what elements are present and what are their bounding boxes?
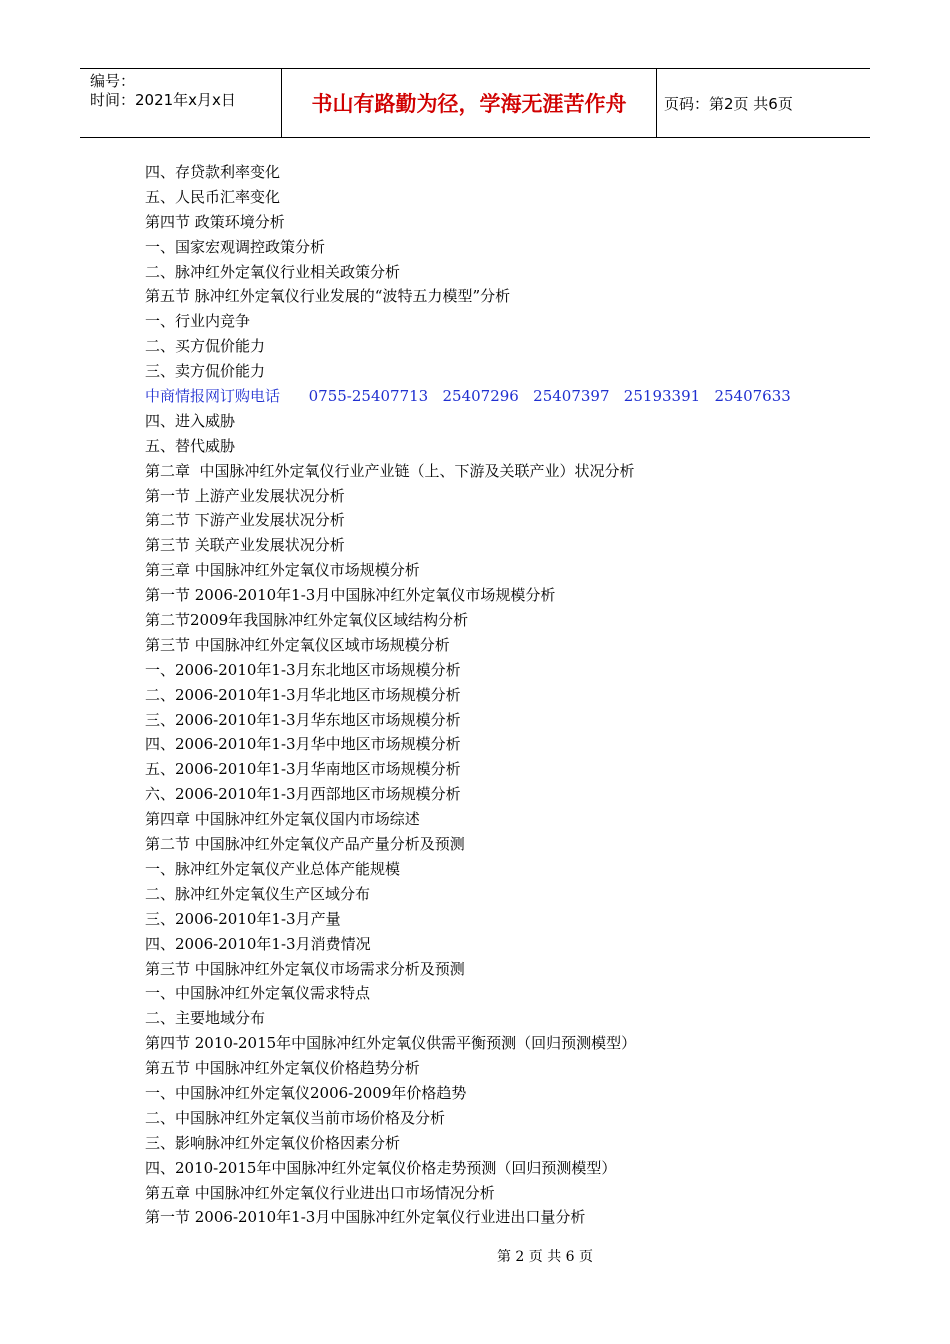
toc-line: 四、2006-2010年1-3月华中地区市场规模分析 — [145, 735, 461, 754]
toc-line: 第一节 2006-2010年1-3月中国脉冲红外定氧仪市场规模分析 — [145, 586, 556, 605]
header-page-info: 页码：第2页 共6页 — [664, 94, 793, 113]
toc-line: 二、脉冲红外定氧仪生产区域分布 — [145, 884, 371, 903]
toc-line: 五、人民币汇率变化 — [145, 187, 281, 206]
toc-line: 第二节2009年我国脉冲红外定氧仪区域结构分析 — [145, 611, 469, 630]
toc-line: 二、主要地域分布 — [145, 1009, 266, 1028]
toc-line: 一、中国脉冲红外定氧仪2006-2009年价格趋势 — [145, 1083, 467, 1102]
toc-line: 第五节 中国脉冲红外定氧仪价格趋势分析 — [145, 1059, 420, 1078]
toc-line: 四、2006-2010年1-3月消费情况 — [145, 934, 371, 953]
toc-line: 第二节 下游产业发展状况分析 — [145, 511, 345, 530]
toc-line: 第二章 中国脉冲红外定氧仪行业产业链（上、下游及关联产业）状况分析 — [145, 461, 635, 480]
toc-line: 二、脉冲红外定氧仪行业相关政策分析 — [145, 262, 401, 281]
toc-line: 一、中国脉冲红外定氧仪需求特点 — [145, 984, 371, 1003]
page-header — [80, 68, 870, 138]
document-number-label: 编号： — [90, 72, 136, 90]
page-footer: 第 2 页 共 6 页 — [496, 1249, 594, 1265]
toc-line: 一、国家宏观调控政策分析 — [145, 237, 326, 256]
toc-line: 四、存贷款利率变化 — [145, 163, 281, 181]
toc-line: 第四节 政策环境分析 — [145, 212, 285, 231]
toc-line: 二、2006-2010年1-3月华北地区市场规模分析 — [145, 685, 461, 704]
toc-line: 二、买方侃价能力 — [145, 337, 266, 356]
toc-line: 一、行业内竞争 — [145, 312, 251, 331]
toc-line: 三、2006-2010年1-3月华东地区市场规模分析 — [145, 710, 461, 729]
toc-line: 第三节 关联产业发展状况分析 — [145, 536, 345, 555]
toc-line: 四、进入威胁 — [145, 411, 236, 430]
header-motto: 书山有路勤为径，学海无涯苦作舟 — [282, 69, 657, 137]
document-time-label: 时间：2021年x月x日 — [90, 91, 236, 109]
toc-line: 六、2006-2010年1-3月西部地区市场规模分析 — [145, 785, 461, 804]
order-phone-line: 中商情报网订购电话 0755-25407713 25407296 25407397 25193391 25407633 — [145, 387, 791, 406]
toc-line: 一、2006-2010年1-3月东北地区市场规模分析 — [145, 660, 461, 679]
toc-line: 三、卖方侃价能力 — [145, 362, 266, 381]
toc-line: 四、2010-2015年中国脉冲红外定氧仪价格走势预测（回归预测模型） — [145, 1158, 617, 1177]
toc-line: 第四章 中国脉冲红外定氧仪国内市场综述 — [145, 810, 420, 829]
toc-line: 第一节 2006-2010年1-3月中国脉冲红外定氧仪行业进出口量分析 — [145, 1208, 586, 1227]
toc-line: 第二节 中国脉冲红外定氧仪产品产量分析及预测 — [145, 835, 465, 854]
table-of-contents — [145, 160, 885, 1230]
toc-line: 第三节 中国脉冲红外定氧仪市场需求分析及预测 — [145, 959, 465, 978]
toc-line: 第一节 上游产业发展状况分析 — [145, 486, 345, 505]
toc-line: 五、2006-2010年1-3月华南地区市场规模分析 — [145, 760, 461, 779]
toc-line: 第五节 脉冲红外定氧仪行业发展的“波特五力模型”分析 — [145, 287, 511, 306]
toc-line: 第五章 中国脉冲红外定氧仪行业进出口市场情况分析 — [145, 1183, 495, 1202]
toc-line: 第三章 中国脉冲红外定氧仪市场规模分析 — [145, 561, 420, 580]
toc-line: 二、中国脉冲红外定氧仪当前市场价格及分析 — [145, 1108, 446, 1127]
toc-line: 一、脉冲红外定氧仪产业总体产能规模 — [145, 859, 401, 878]
toc-line: 第三节 中国脉冲红外定氧仪区域市场规模分析 — [145, 635, 450, 654]
header-meta — [80, 69, 282, 137]
toc-line: 五、替代威胁 — [145, 436, 236, 455]
toc-line: 第四节 2010-2015年中国脉冲红外定氧仪供需平衡预测（回归预测模型） — [145, 1034, 637, 1053]
toc-line: 三、2006-2010年1-3月产量 — [145, 909, 341, 928]
toc-line: 三、影响脉冲红外定氧仪价格因素分析 — [145, 1133, 401, 1152]
